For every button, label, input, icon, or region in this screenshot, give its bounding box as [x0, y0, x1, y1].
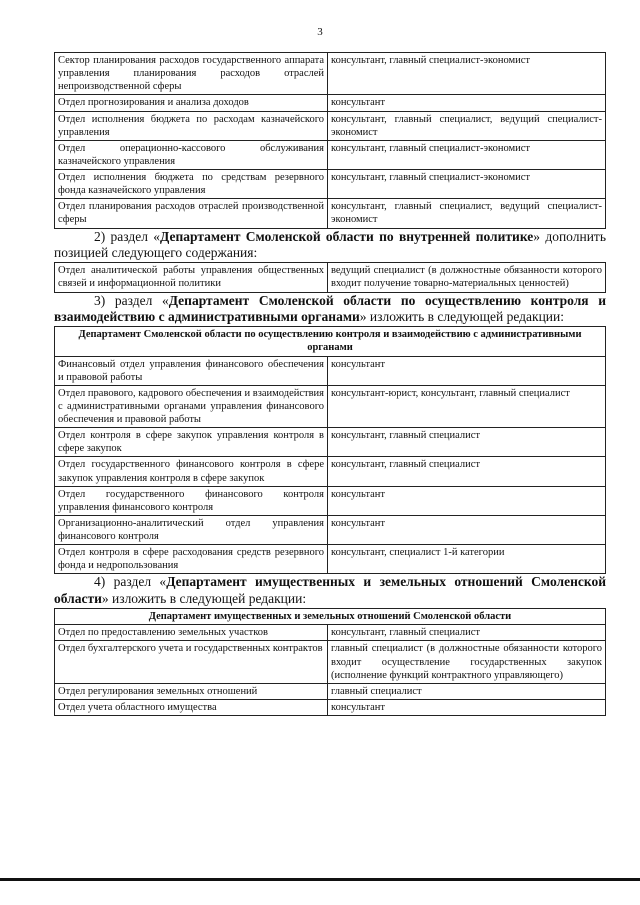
positions-cell: консультант [328, 486, 606, 515]
unit-cell: Отдел контроля в сфере закупок управления контроля в сфере закупок [55, 428, 328, 457]
unit-cell: Отдел прогнозирования и анализа доходов [55, 95, 328, 111]
positions-cell: консультант, главный специалист [328, 457, 606, 486]
unit-cell: Отдел по предоставлению земельных участков [55, 625, 328, 641]
unit-cell: Отдел операционно-кассового обслуживания казначейского управления [55, 140, 328, 169]
para-prefix: 3) раздел « [94, 292, 169, 308]
table-control-department [54, 326, 606, 574]
table-row [55, 699, 606, 715]
table-header: Департамент Смоленской области по осуществлению контроля и взаимодействию с административными органами [55, 327, 606, 356]
unit-cell: Финансовый отдел управления финансового обеспечения и правовой работы [55, 356, 328, 385]
para-suffix: » дополнить позицией следующего содержания: [54, 228, 606, 261]
paragraph-section-4 [54, 574, 606, 608]
positions-cell: консультант, главный специалист-экономист [328, 53, 606, 95]
para-prefix: 4) раздел « [94, 574, 167, 590]
scan-edge-line [0, 878, 640, 881]
positions-cell: консультант, главный специалист [328, 428, 606, 457]
table-row [55, 457, 606, 486]
table-row [55, 515, 606, 544]
table-row [55, 385, 606, 427]
department-name: Департамент Смоленской области по внутренней политике [160, 228, 534, 244]
table-row [55, 111, 606, 140]
positions-cell: главный специалист (в должностные обязанности которого входит осуществление государственных закупок (исполнение функций контрактного управляющего) [328, 641, 606, 683]
table-row [55, 641, 606, 683]
positions-cell: консультант, главный специалист-экономист [328, 140, 606, 169]
table-row [55, 428, 606, 457]
positions-cell: консультант [328, 699, 606, 715]
table-row [55, 545, 606, 574]
paragraph-section-3 [54, 293, 606, 327]
positions-cell: консультант [328, 95, 606, 111]
positions-cell: консультант, главный специалист [328, 625, 606, 641]
unit-cell: Отдел учета областного имущества [55, 699, 328, 715]
para-suffix: » изложить в следующей редакции: [101, 591, 307, 607]
unit-cell: Организационно-аналитический отдел управления финансового контроля [55, 515, 328, 544]
unit-cell: Отдел контроля в сфере расходования средств резервного фонда и недропользования [55, 545, 328, 574]
paragraph-section-2 [54, 229, 606, 263]
table-row [55, 140, 606, 169]
positions-cell: ведущий специалист (в должностные обязанности которого входит получение товарно-материальных ценностей) [328, 263, 606, 292]
unit-cell: Отдел регулирования земельных отношений [55, 683, 328, 699]
positions-cell: консультант [328, 356, 606, 385]
positions-cell: консультант-юрист, консультант, главный специалист [328, 385, 606, 427]
unit-cell: Отдел государственного финансового контроля в сфере закупок управления контроля в сфере закупок [55, 457, 328, 486]
table-row [55, 199, 606, 228]
table-row [55, 53, 606, 95]
document-body [54, 52, 606, 716]
unit-cell: Отдел аналитической работы управления общественных связей и информационной политики [55, 263, 328, 292]
positions-cell: консультант [328, 515, 606, 544]
page-number: 3 [317, 26, 323, 38]
table-finance-units [54, 52, 606, 229]
unit-cell: Отдел правового, кадрового обеспечения и взаимодействия с административными органами управления финансового обеспечения и правовой работы [55, 385, 328, 427]
unit-cell: Отдел государственного финансового контроля управления финансового контроля [55, 486, 328, 515]
table-header: Департамент имущественных и земельных отношений Смоленской области [55, 609, 606, 625]
para-prefix: 2) раздел « [94, 228, 161, 244]
positions-cell: консультант, главный специалист, ведущий специалист-экономист [328, 111, 606, 140]
table-row [55, 625, 606, 641]
unit-cell: Отдел бухгалтерского учета и государственных контрактов [55, 641, 328, 683]
department-name: Департамент Смоленской области по осуществлению контроля и взаимодействию с административными органами [54, 292, 606, 325]
unit-cell: Отдел исполнения бюджета по расходам казначейского управления [55, 111, 328, 140]
table-internal-policy [54, 262, 606, 292]
table-row [55, 683, 606, 699]
unit-cell: Сектор планирования расходов государственного аппарата управления планирования расходов отраслей непроизводственной сферы [55, 53, 328, 95]
positions-cell: консультант, главный специалист-экономист [328, 170, 606, 199]
unit-cell: Отдел планирования расходов отраслей производственной сферы [55, 199, 328, 228]
table-row [55, 356, 606, 385]
positions-cell: консультант, специалист 1-й категории [328, 545, 606, 574]
para-suffix: » изложить в следующей редакции: [359, 309, 565, 325]
positions-cell: главный специалист [328, 683, 606, 699]
positions-cell: консультант, главный специалист, ведущий специалист-экономист [328, 199, 606, 228]
table-row [55, 486, 606, 515]
unit-cell: Отдел исполнения бюджета по средствам резервного фонда казначейского управления [55, 170, 328, 199]
table-row [55, 170, 606, 199]
table-row [55, 95, 606, 111]
table-property-department [54, 608, 606, 716]
table-row [55, 263, 606, 292]
department-name: Департамент имущественных и земельных отношений Смоленской области [54, 574, 606, 607]
